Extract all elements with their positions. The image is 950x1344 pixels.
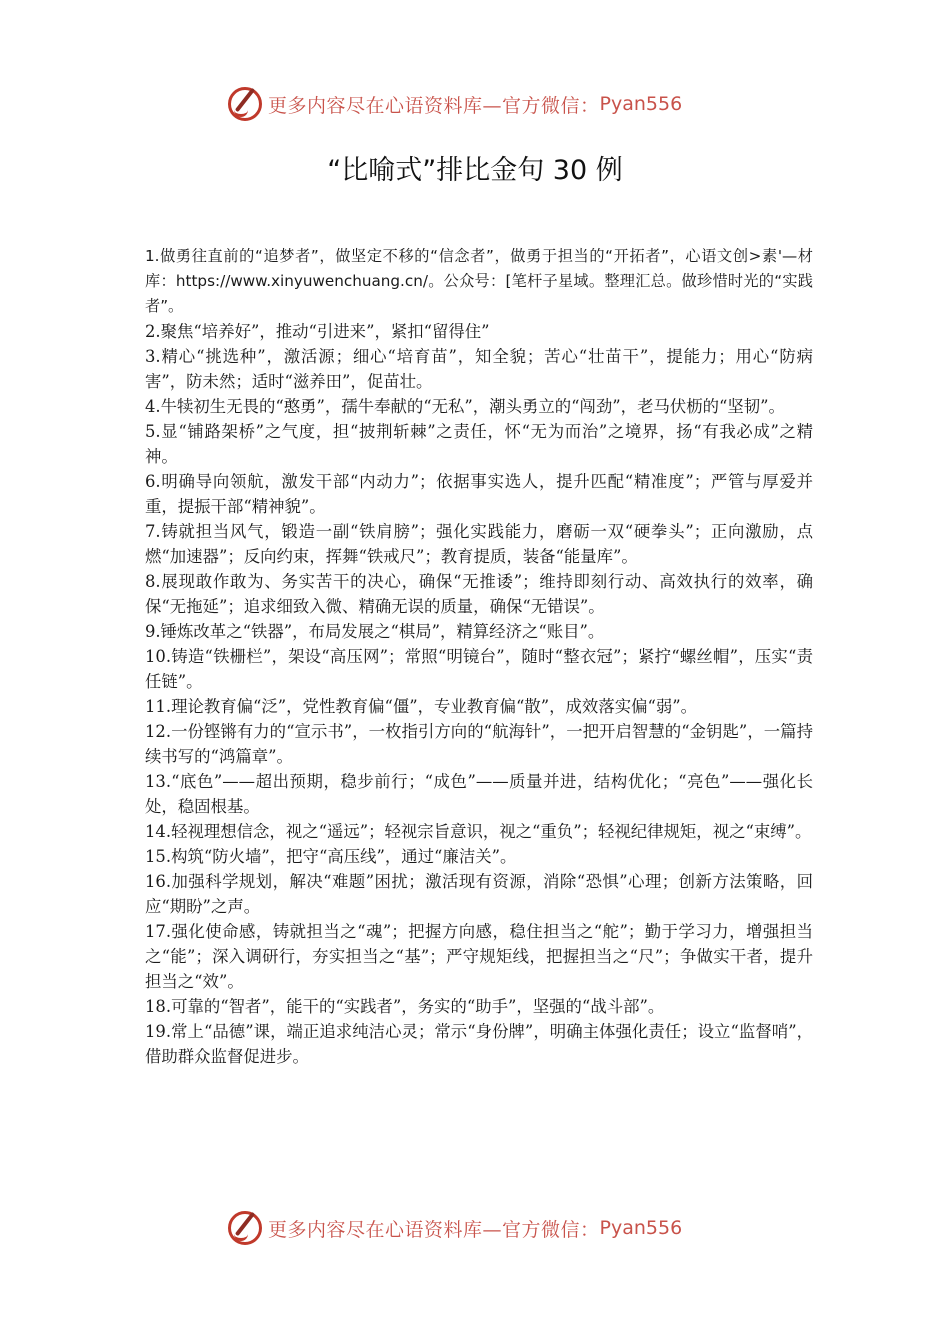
list-item: 8.展现敢作敢为、务实苦干的决心，确保“无推诿”；维持即刻行动、高效执行的效率，确保“无拖延”；追求细致入微、精确无误的质量，确保“无错误”。 xyxy=(145,572,813,616)
banner-text: 更多内容尽在心语资料库—官方微信： xyxy=(268,94,600,117)
list-item: 2.聚焦“培养好”，推动“引进来”，紧扣“留得住” xyxy=(145,322,490,341)
list-item: 1.做勇往直前的“追梦者”，做坚定不移的“信念者”，做勇于担当的“开拓者”，心语文创>素'—材库：https://www.xinyuwenchuang.cn/。公众号：[笔杆子星域。整理汇总。做珍惜时光的“实践者”。 xyxy=(145,247,813,315)
list-item: 17.强化使命感，铸就担当之“魂”；把握方向感，稳住担当之“舵”；勤于学习力，增强担当之“能”；深入调研行，夯实担当之“基”；严守规矩线，把握担当之“尺”；争做实干者，提升担当之“效”。 xyxy=(145,922,813,991)
list-item: 4.牛犊初生无畏的“憨勇”，孺牛奉献的“无私”，潮头勇立的“闯劲”，老马伏枥的“坚韧”。 xyxy=(145,397,785,416)
list-item: 6.明确导向领航，激发干部“内动力”；依据事实选人，提升匹配“精准度”；严管与厚爱并重，提振干部“精神貌”。 xyxy=(145,472,813,516)
header-banner xyxy=(228,84,728,124)
list-item: 7.铸就担当风气，锻造一副“铁肩膀”；强化实践能力，磨砺一双“硬拳头”；正向激励，点燃“加速器”；反向约束，挥舞“铁戒尺”；教育提质，装备“能量库”。 xyxy=(145,522,813,566)
pen-logo-icon xyxy=(228,87,262,121)
list-item: 5.显“铺路架桥”之气度，担“披荆斩棘”之责任，怀“无为而治”之境界，扬“有我必成”之精神。 xyxy=(145,422,813,466)
banner-text: 更多内容尽在心语资料库—官方微信： xyxy=(268,1218,600,1241)
list-item: 10.铸造“铁栅栏”，架设“高压网”；常照“明镜台”，随时“整衣冠”；紧拧“螺丝帽”，压实“责任链”。 xyxy=(145,647,813,691)
document-title: “比喻式”排比金句 30 例 xyxy=(327,155,623,186)
list-item: 14.轻视理想信念，视之“遥远”；轻视宗旨意识，视之“重负”；轻视纪律规矩，视之“束缚”。 xyxy=(145,822,812,841)
footer-banner xyxy=(228,1208,728,1248)
list-item: 12.一份铿锵有力的“宣示书”，一枚指引方向的“航海针”，一把开启智慧的“金钥匙”，一篇持续书写的“鸿篇章”。 xyxy=(145,722,813,766)
list-item: 19.常上“品德”课，端正追求纯洁心灵；常示“身份牌”，明确主体强化责任；设立“监督哨”，借助群众监督促进步。 xyxy=(145,1022,813,1066)
list-item: 11.理论教育偏“泛”，党性教育偏“僵”，专业教育偏“散”，成效落实偏“弱”。 xyxy=(145,697,698,716)
banner-brand: Pyan556 xyxy=(599,1217,683,1239)
list-item: 9.锤炼改革之“铁器”，布局发展之“棋局”，精算经济之“账目”。 xyxy=(145,622,605,641)
pen-logo-icon xyxy=(228,1211,262,1245)
banner-brand: Pyan556 xyxy=(599,93,683,115)
list-item: 16.加强科学规划，解决“难题”困扰；激活现有资源，消除“恐惧”心理；创新方法策略，回应“期盼”之声。 xyxy=(145,872,813,916)
list-item: 18.可靠的“智者”，能干的“实践者”，务实的“助手”，坚强的“战斗部”。 xyxy=(145,997,665,1016)
list-item: 15.构筑“防火墙”，把守“高压线”，通过“廉洁关”。 xyxy=(145,847,517,866)
list-item: 3.精心“挑选种”，激活源；细心“培育苗”，知全貌；苦心“壮苗干”，提能力；用心“防病害”，防未然；适时“滋养田”，促苗壮。 xyxy=(145,347,813,391)
document-body xyxy=(145,244,813,1069)
list-item: 13.“底色”——超出预期，稳步前行；“成色”——质量并进，结构优化；“亮色”——强化长处，稳固根基。 xyxy=(145,772,813,816)
